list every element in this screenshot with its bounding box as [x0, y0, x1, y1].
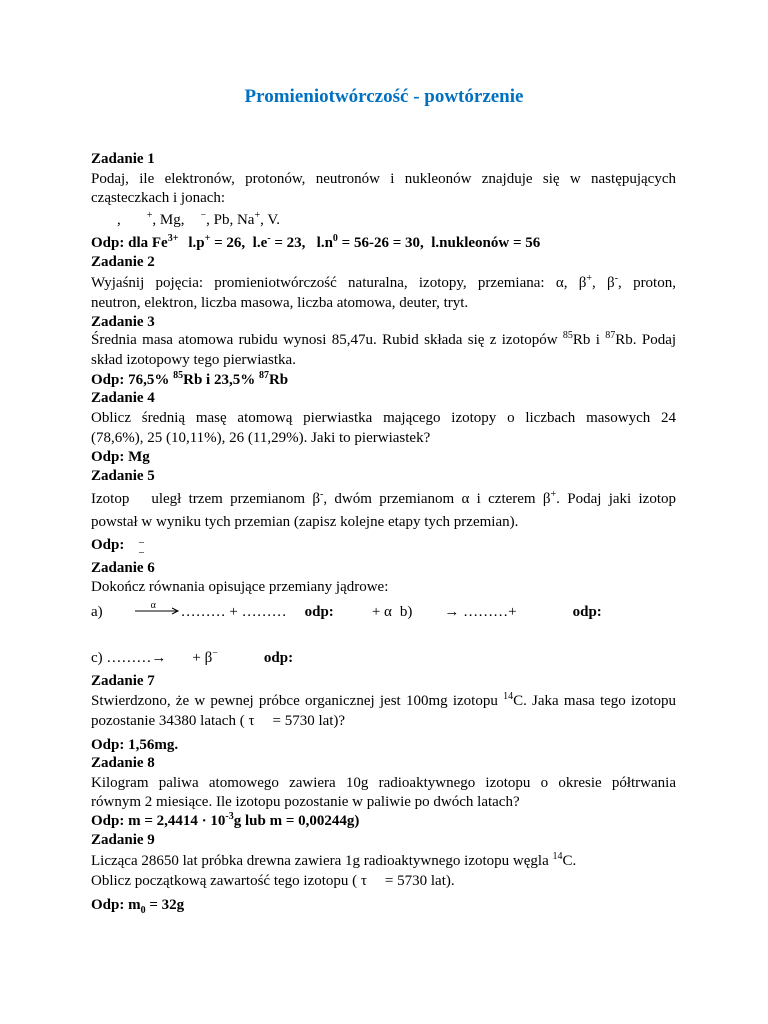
task-6-line-1: Dokończ równania opisujące przemiany jądrowe: [91, 579, 389, 595]
eq-c-odp: odp: [263, 650, 294, 666]
answer-lp-value: = 26, [214, 235, 246, 251]
task-5-text-c: . Podaj jaki izotop [556, 491, 676, 507]
task-7-heading: Zadanie 7 [91, 673, 155, 689]
eq-b-label: b) [399, 604, 413, 620]
list-pb-na: , Pb, Na [206, 212, 255, 228]
answer-ln-value: = 56-26 = 30, [341, 235, 424, 251]
task-3-text-end: Rb. Podaj [615, 332, 677, 348]
answer-le-value: = 23, [274, 235, 306, 251]
answer-8-a: Odp: m = 2,4414 · 10 [91, 813, 226, 829]
task-1-line-1: Podaj, ile elektronów, protonów, neutronów i nukleonów znajduje się w następujących [91, 171, 676, 187]
task-5-beta-minus: - [320, 489, 324, 500]
task-3-line-2: skład izotopowy tego pierwiastka. [91, 352, 296, 368]
beta-plus-sup: + [586, 273, 593, 284]
task-1-species-list [91, 211, 676, 230]
task-2-line-1 [91, 274, 676, 293]
arrow-icon [135, 602, 181, 618]
task-2-text-a: Wyjaśnij pojęcia: promieniotwórczość naturalna, izotopy, przemiana: α, β [91, 275, 587, 291]
charge-plus: + [146, 210, 153, 221]
eq-a-plus-alpha: + α [371, 604, 392, 620]
task-9-answer [91, 896, 676, 915]
eq-a-dots: ……… + ……… [180, 604, 287, 620]
task-6-equation-c [91, 649, 676, 668]
task-5-line-1 [91, 490, 676, 509]
task-2-heading: Zadanie 2 [91, 254, 155, 270]
task-8-heading: Zadanie 8 [91, 755, 155, 771]
answer-rb85-sup: 85 [173, 370, 184, 381]
answer-fe-charge: 3+ [167, 233, 179, 244]
answer-8-exponent: -3 [225, 811, 234, 822]
answer-ln-sup: 0 [332, 233, 338, 244]
task-1-line-2: cząsteczkach i jonach: [91, 190, 226, 206]
eq-a-label: a) [91, 604, 103, 620]
answer-ln: l.n [316, 235, 333, 251]
answer-9-sub: 0 [140, 905, 146, 916]
task-9-line-1 [91, 852, 676, 871]
task-8-line-1: Kilogram paliwa atomowego zawiera 10g radioaktywnego izotopu o okresie półtrwania [91, 775, 676, 791]
task-3-rb-i: Rb i [572, 332, 600, 348]
c14-sup: 14 [503, 691, 514, 702]
charge-minus: − [200, 210, 207, 221]
task-9-text-a: Licząca 28650 lat próbka drewna zawiera 1g radioaktywnego izotopu węgla [91, 853, 549, 869]
task-7-text-a: Stwierdzono, że w pewnej próbce organicznej jest 100mg izotopu [91, 693, 498, 709]
task-7-text-c: pozostanie 34380 latach ( τ [91, 713, 255, 729]
task-3-text-a: Średnia masa atomowa rubidu wynosi 85,47u. Rubid składa się z izotopów [91, 332, 558, 348]
task-5-text-a: uległ trzem przemianom β [151, 491, 320, 507]
alpha-arrow [135, 599, 181, 620]
eq-b-arrow: → ………+ [444, 604, 517, 620]
answer-5-charge-glyphs [138, 536, 148, 559]
answer-le-sup: - [267, 233, 271, 244]
alpha-arrow-label: α [150, 599, 156, 611]
rb85-sup: 85 [562, 330, 573, 341]
eq-c-plus-beta: + β [192, 650, 213, 666]
answer-5-glyph-bottom: − [138, 546, 145, 559]
answer-5-glyph-top: − [138, 536, 145, 549]
eq-b-odp: odp: [572, 604, 602, 620]
eq-c-label: c) ………→ [91, 650, 167, 666]
list-separator: , [117, 212, 121, 228]
charge-na: + [254, 210, 261, 221]
answer-8-b: g lub m = 0,00244g) [233, 813, 360, 829]
task-3-answer [91, 371, 676, 390]
answer-3-c: Rb [268, 372, 289, 388]
task-9-text-d: = 5730 lat). [384, 873, 455, 889]
task-5-answer [91, 536, 676, 559]
answer-9-b: = 32g [149, 897, 185, 913]
task-1-answer [91, 234, 676, 253]
answer-le: l.e [252, 235, 268, 251]
answer-5-label: Odp: [91, 537, 125, 553]
answer-9-a: Odp: m [91, 897, 141, 913]
answer-rb87-sup: 87 [258, 370, 269, 381]
answer-fe: Odp: dla Fe [91, 235, 168, 251]
task-9-text-b: C. [562, 853, 577, 869]
task-7-line-2 [91, 712, 676, 731]
task-8-line-2: równym 2 miesiące. Ile izotopu pozostanie w paliwie po dwóch latach? [91, 794, 520, 810]
task-7-line-1 [91, 692, 676, 711]
page-title: Promieniotwórczość - powtórzenie [244, 86, 524, 107]
task-5-line-2: powstał w wyniku tych przemian (zapisz kolejne etapy tych przemian). [91, 514, 519, 530]
answer-lp: l.p [188, 235, 205, 251]
list-mg: , Mg, [152, 212, 185, 228]
answer-nucleons: l.nukleonów = 56 [431, 235, 541, 251]
task-7-answer: Odp: 1,56mg. [91, 737, 179, 753]
task-3-line-1 [91, 331, 676, 350]
task-7-text-d: = 5730 lat)? [272, 713, 346, 729]
task-2-line-2: neutron, elektron, liczba masowa, liczba atomowa, deuter, tryt. [91, 295, 469, 311]
task-9-heading: Zadanie 9 [91, 832, 155, 848]
task-1-heading: Zadanie 1 [91, 151, 155, 167]
rb87-sup: 87 [605, 330, 616, 341]
task-2-text-b: , β [592, 275, 615, 291]
answer-lp-sup: + [204, 233, 211, 244]
c14-sup-9: 14 [552, 851, 563, 862]
eq-a-odp: odp: [304, 604, 334, 620]
task-5-heading: Zadanie 5 [91, 468, 155, 484]
answer-3-b: Rb i 23,5% [183, 372, 256, 388]
answer-3-a: Odp: 76,5% [91, 372, 170, 388]
task-4-line-1: Oblicz średnią masę atomową pierwiastka mającego izotopy o liczbach masowych 24 [91, 410, 676, 426]
eq-c-beta-sup: − [212, 648, 218, 659]
task-9-text-c: Oblicz początkową zawartość tego izotopu ( τ [91, 873, 367, 889]
task-5-text-b: , dwóm przemianom α i czterem β [323, 491, 551, 507]
task-4-answer: Odp: Mg [91, 449, 150, 465]
beta-minus-sup: - [614, 273, 619, 284]
task-5-beta-plus: + [550, 489, 557, 500]
task-4-line-2: (78,6%), 25 (10,11%), 26 (11,29%). Jaki to pierwiastek? [91, 430, 431, 446]
task-6-heading: Zadanie 6 [91, 560, 155, 576]
task-9-line-2 [91, 872, 676, 891]
task-6-equation-ab [91, 599, 676, 622]
task-7-text-b: C. Jaka masa tego izotopu [513, 693, 677, 709]
task-3-heading: Zadanie 3 [91, 314, 155, 330]
list-v: , V. [260, 212, 280, 228]
task-5-izotop: Izotop [91, 491, 130, 507]
task-2-text-c: , proton, [618, 275, 676, 291]
task-4-heading: Zadanie 4 [91, 390, 155, 406]
task-8-answer [91, 812, 676, 831]
